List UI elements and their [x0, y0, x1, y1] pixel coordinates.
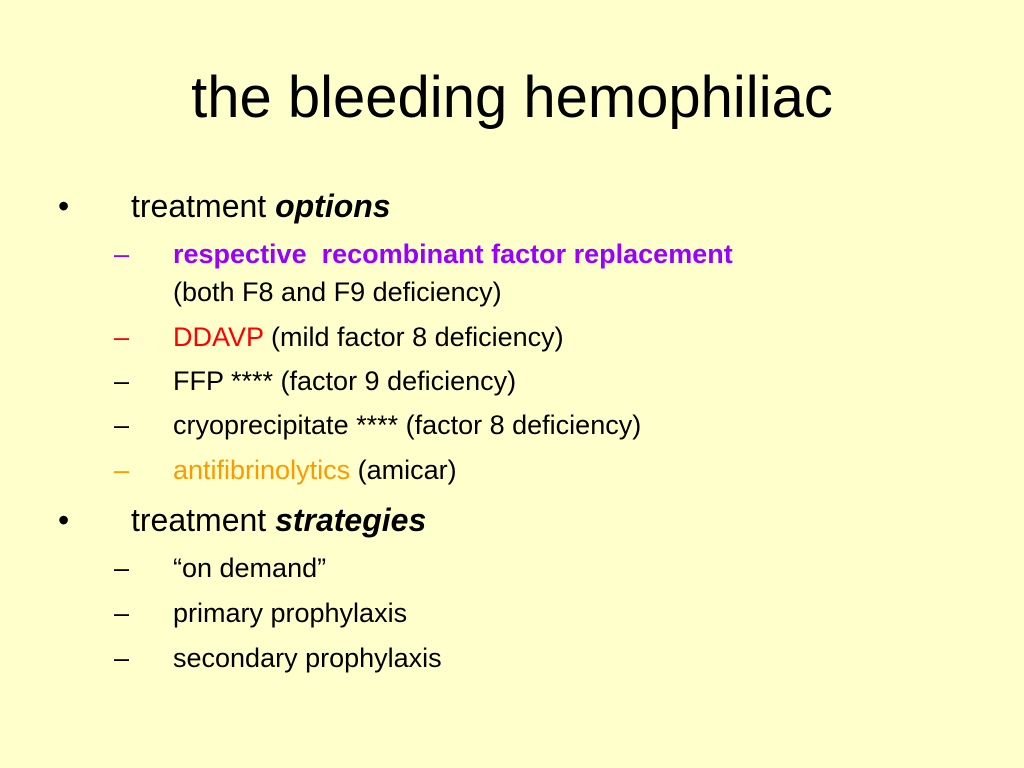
subitem-text: secondary prophylaxis	[173, 643, 442, 673]
dash-marker: –	[114, 455, 130, 485]
bullet-text	[131, 188, 391, 224]
dash-marker: –	[114, 322, 130, 352]
dash-marker: –	[114, 239, 130, 269]
bullet-marker: •	[58, 188, 70, 224]
subitem-text: primary prophylaxis	[173, 598, 408, 628]
bullet-label: treatment	[131, 502, 276, 538]
subitem-text: “on demand”	[173, 553, 327, 583]
dash-marker: –	[114, 410, 130, 440]
subitem-text: FFP **** (factor 9 deficiency)	[173, 366, 517, 396]
dash-marker: –	[114, 643, 130, 673]
subitem-highlight: antifibrinolytics	[173, 455, 351, 485]
subitem-content	[173, 320, 564, 355]
subitem-text: cryoprecipitate **** (factor 8 deficiency)	[173, 410, 642, 440]
dash-marker: –	[114, 598, 130, 628]
bullet-marker: •	[58, 502, 70, 538]
bullet-emphasis: options	[275, 188, 391, 224]
slide-title: the bleeding hemophiliac	[191, 65, 833, 130]
subitem-text: (mild factor 8 deficiency)	[263, 322, 564, 352]
subitem-content	[173, 453, 457, 488]
dash-marker: –	[114, 366, 130, 396]
bullet-emphasis: strategies	[275, 502, 427, 538]
bullet-label: treatment	[131, 188, 276, 224]
subitem-text: (both F8 and F9 deficiency)	[173, 277, 502, 307]
subitem-text: (amicar)	[350, 455, 457, 485]
bullet-text	[131, 502, 426, 538]
subitem-highlight: respective recombinant factor replacement	[173, 239, 733, 269]
dash-marker: –	[114, 553, 130, 583]
subitem-highlight: DDAVP	[173, 322, 264, 352]
